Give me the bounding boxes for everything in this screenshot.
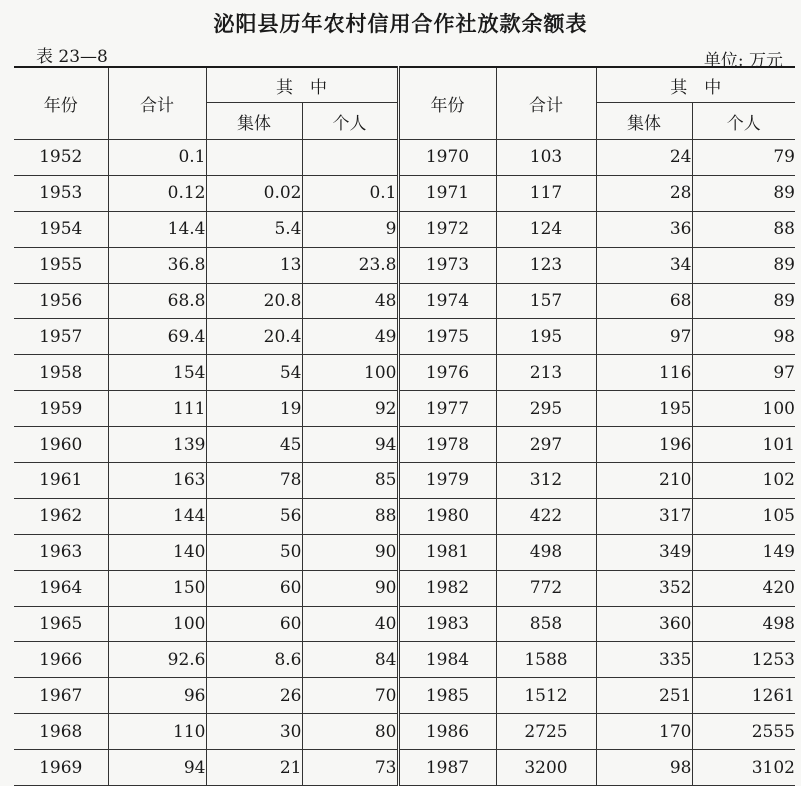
- total-cell: 498: [496, 534, 596, 570]
- total-cell: 157: [496, 283, 596, 319]
- header-total-left: 合计: [108, 67, 206, 140]
- collective-cell: 196: [596, 427, 692, 463]
- year-cell: 1969: [14, 750, 108, 786]
- individual-cell: 80: [302, 714, 398, 750]
- table-row: [14, 678, 795, 714]
- total-cell: 2725: [496, 714, 596, 750]
- year-cell: 1958: [14, 355, 108, 391]
- collective-cell: 21: [206, 750, 302, 786]
- collective-cell: [206, 140, 302, 176]
- collective-cell: 352: [596, 570, 692, 606]
- year-cell: 1975: [398, 319, 496, 355]
- year-cell: 1965: [14, 606, 108, 642]
- collective-cell: 78: [206, 463, 302, 499]
- total-cell: 103: [496, 140, 596, 176]
- header-collective-left: 集体: [206, 103, 302, 140]
- individual-cell: 73: [302, 750, 398, 786]
- year-cell: 1961: [14, 463, 108, 499]
- header-among-left: 其 中: [206, 67, 398, 103]
- header-individual-right: 个人: [692, 103, 795, 140]
- total-cell: 195: [496, 319, 596, 355]
- year-cell: 1971: [398, 175, 496, 211]
- year-cell: 1987: [398, 750, 496, 786]
- total-cell: 68.8: [108, 283, 206, 319]
- table-body: [14, 140, 795, 786]
- individual-cell: 102: [692, 463, 795, 499]
- total-cell: 312: [496, 463, 596, 499]
- total-cell: 111: [108, 391, 206, 427]
- total-cell: 14.4: [108, 211, 206, 247]
- table-row: [14, 606, 795, 642]
- year-cell: 1956: [14, 283, 108, 319]
- total-cell: 1512: [496, 678, 596, 714]
- year-cell: 1974: [398, 283, 496, 319]
- year-cell: 1985: [398, 678, 496, 714]
- individual-cell: 105: [692, 498, 795, 534]
- total-cell: 124: [496, 211, 596, 247]
- individual-cell: 90: [302, 534, 398, 570]
- collective-cell: 195: [596, 391, 692, 427]
- loan-balance-table: [14, 66, 795, 786]
- table-row: [14, 319, 795, 355]
- collective-cell: 68: [596, 283, 692, 319]
- individual-cell: 79: [692, 140, 795, 176]
- total-cell: 150: [108, 570, 206, 606]
- individual-cell: 85: [302, 463, 398, 499]
- collective-cell: 45: [206, 427, 302, 463]
- individual-cell: 1261: [692, 678, 795, 714]
- collective-cell: 60: [206, 606, 302, 642]
- individual-cell: 101: [692, 427, 795, 463]
- year-cell: 1983: [398, 606, 496, 642]
- collective-cell: 0.02: [206, 175, 302, 211]
- year-cell: 1962: [14, 498, 108, 534]
- table-row: [14, 534, 795, 570]
- individual-cell: 100: [302, 355, 398, 391]
- year-cell: 1979: [398, 463, 496, 499]
- collective-cell: 210: [596, 463, 692, 499]
- table-row: [14, 463, 795, 499]
- individual-cell: 49: [302, 319, 398, 355]
- collective-cell: 30: [206, 714, 302, 750]
- total-cell: 94: [108, 750, 206, 786]
- table-row: [14, 211, 795, 247]
- year-cell: 1980: [398, 498, 496, 534]
- year-cell: 1954: [14, 211, 108, 247]
- year-cell: 1984: [398, 642, 496, 678]
- individual-cell: 1253: [692, 642, 795, 678]
- table-row: [14, 175, 795, 211]
- table-row: [14, 427, 795, 463]
- year-cell: 1960: [14, 427, 108, 463]
- collective-cell: 50: [206, 534, 302, 570]
- header-total-right: 合计: [496, 67, 596, 140]
- total-cell: 36.8: [108, 247, 206, 283]
- total-cell: 163: [108, 463, 206, 499]
- collective-cell: 34: [596, 247, 692, 283]
- individual-cell: [302, 140, 398, 176]
- year-cell: 1973: [398, 247, 496, 283]
- year-cell: 1981: [398, 534, 496, 570]
- collective-cell: 98: [596, 750, 692, 786]
- total-cell: 100: [108, 606, 206, 642]
- header-year-right: 年份: [398, 67, 496, 140]
- total-cell: 295: [496, 391, 596, 427]
- year-cell: 1977: [398, 391, 496, 427]
- collective-cell: 28: [596, 175, 692, 211]
- year-cell: 1953: [14, 175, 108, 211]
- table-row: [14, 750, 795, 786]
- year-cell: 1955: [14, 247, 108, 283]
- header-collective-right: 集体: [596, 103, 692, 140]
- header-individual-left: 个人: [302, 103, 398, 140]
- table-row: [14, 391, 795, 427]
- individual-cell: 0.1: [302, 175, 398, 211]
- total-cell: 3200: [496, 750, 596, 786]
- collective-cell: 20.8: [206, 283, 302, 319]
- individual-cell: 3102: [692, 750, 795, 786]
- year-cell: 1982: [398, 570, 496, 606]
- collective-cell: 116: [596, 355, 692, 391]
- header-among-right: 其 中: [596, 67, 795, 103]
- table-row: [14, 140, 795, 176]
- table-row: [14, 283, 795, 319]
- collective-cell: 13: [206, 247, 302, 283]
- total-cell: 297: [496, 427, 596, 463]
- total-cell: 0.1: [108, 140, 206, 176]
- table-row: [14, 355, 795, 391]
- page-title: 泌阳县历年农村信用合作社放款余额表: [213, 12, 588, 36]
- collective-cell: 60: [206, 570, 302, 606]
- table-row: [14, 714, 795, 750]
- total-cell: 139: [108, 427, 206, 463]
- individual-cell: 498: [692, 606, 795, 642]
- total-cell: 772: [496, 570, 596, 606]
- individual-cell: 97: [692, 355, 795, 391]
- collective-cell: 19: [206, 391, 302, 427]
- collective-cell: 56: [206, 498, 302, 534]
- year-cell: 1966: [14, 642, 108, 678]
- total-cell: 140: [108, 534, 206, 570]
- year-cell: 1986: [398, 714, 496, 750]
- individual-cell: 89: [692, 283, 795, 319]
- year-cell: 1967: [14, 678, 108, 714]
- year-cell: 1957: [14, 319, 108, 355]
- total-cell: 213: [496, 355, 596, 391]
- collective-cell: 24: [596, 140, 692, 176]
- collective-cell: 54: [206, 355, 302, 391]
- collective-cell: 251: [596, 678, 692, 714]
- year-cell: 1968: [14, 714, 108, 750]
- total-cell: 154: [108, 355, 206, 391]
- total-cell: 1588: [496, 642, 596, 678]
- year-cell: 1959: [14, 391, 108, 427]
- collective-cell: 360: [596, 606, 692, 642]
- individual-cell: 420: [692, 570, 795, 606]
- total-cell: 0.12: [108, 175, 206, 211]
- table-number: 表 23—8: [36, 47, 108, 67]
- year-cell: 1963: [14, 534, 108, 570]
- unit-label: 单位: 万元: [703, 51, 783, 71]
- total-cell: 69.4: [108, 319, 206, 355]
- year-cell: 1978: [398, 427, 496, 463]
- year-cell: 1964: [14, 570, 108, 606]
- individual-cell: 48: [302, 283, 398, 319]
- individual-cell: 23.8: [302, 247, 398, 283]
- table-row: [14, 570, 795, 606]
- total-cell: 144: [108, 498, 206, 534]
- collective-cell: 349: [596, 534, 692, 570]
- table-row: [14, 642, 795, 678]
- total-cell: 123: [496, 247, 596, 283]
- header-year-left: 年份: [14, 67, 108, 140]
- collective-cell: 335: [596, 642, 692, 678]
- individual-cell: 40: [302, 606, 398, 642]
- year-cell: 1952: [14, 140, 108, 176]
- collective-cell: 36: [596, 211, 692, 247]
- individual-cell: 70: [302, 678, 398, 714]
- individual-cell: 90: [302, 570, 398, 606]
- individual-cell: 149: [692, 534, 795, 570]
- individual-cell: 89: [692, 247, 795, 283]
- year-cell: 1970: [398, 140, 496, 176]
- total-cell: 110: [108, 714, 206, 750]
- total-cell: 96: [108, 678, 206, 714]
- individual-cell: 94: [302, 427, 398, 463]
- individual-cell: 88: [302, 498, 398, 534]
- table-row: [14, 498, 795, 534]
- individual-cell: 2555: [692, 714, 795, 750]
- individual-cell: 84: [302, 642, 398, 678]
- individual-cell: 89: [692, 175, 795, 211]
- table-row: [14, 247, 795, 283]
- collective-cell: 5.4: [206, 211, 302, 247]
- collective-cell: 20.4: [206, 319, 302, 355]
- collective-cell: 317: [596, 498, 692, 534]
- collective-cell: 97: [596, 319, 692, 355]
- collective-cell: 26: [206, 678, 302, 714]
- individual-cell: 92: [302, 391, 398, 427]
- year-cell: 1972: [398, 211, 496, 247]
- total-cell: 858: [496, 606, 596, 642]
- year-cell: 1976: [398, 355, 496, 391]
- collective-cell: 170: [596, 714, 692, 750]
- total-cell: 92.6: [108, 642, 206, 678]
- total-cell: 422: [496, 498, 596, 534]
- individual-cell: 98: [692, 319, 795, 355]
- collective-cell: 8.6: [206, 642, 302, 678]
- total-cell: 117: [496, 175, 596, 211]
- individual-cell: 100: [692, 391, 795, 427]
- individual-cell: 9: [302, 211, 398, 247]
- individual-cell: 88: [692, 211, 795, 247]
